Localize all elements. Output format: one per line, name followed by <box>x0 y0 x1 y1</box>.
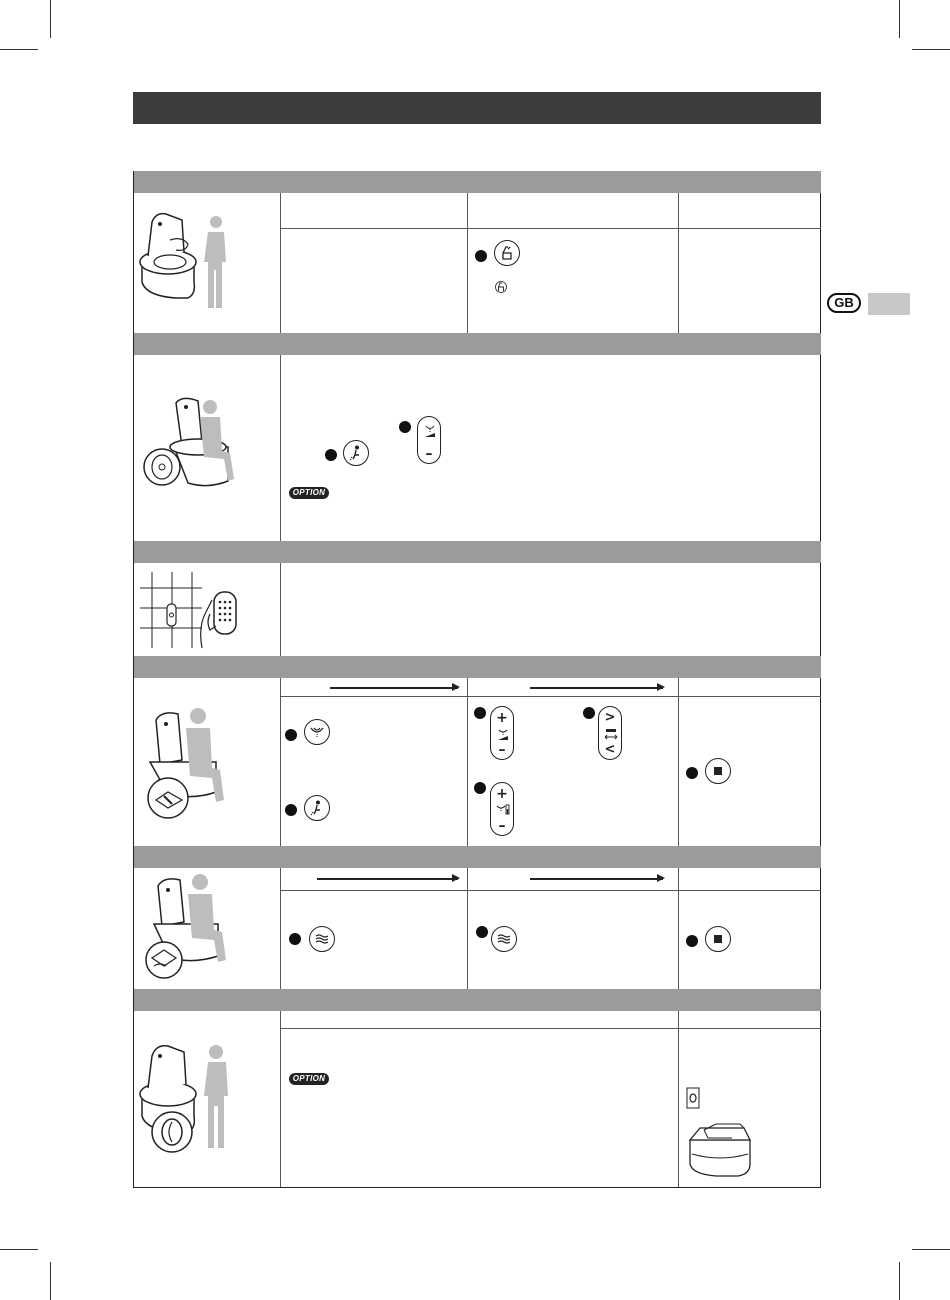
plus-label: + <box>496 786 508 802</box>
step-marker <box>285 729 297 741</box>
s5-col-divider-a <box>467 868 468 989</box>
minus-label: – <box>498 742 506 758</box>
toilet-person-sitting-illustration <box>138 395 278 500</box>
s1-col-divider-b <box>678 193 679 333</box>
intensity-plus-minus-control[interactable] <box>490 706 514 760</box>
dryer-button[interactable] <box>491 926 517 952</box>
step-marker <box>476 926 488 938</box>
stop-button[interactable] <box>705 926 731 952</box>
language-tab <box>868 293 910 315</box>
wall-remote-control-illustration <box>140 570 250 650</box>
less-label: < <box>604 742 616 757</box>
stop-button[interactable] <box>705 758 731 784</box>
flow-arrow <box>317 878 458 880</box>
s5-row-divider <box>280 890 821 891</box>
table-border-bottom <box>133 1187 821 1188</box>
illustration-column-divider-1 <box>280 193 281 333</box>
step-marker <box>686 767 698 779</box>
option-badge: OPTION <box>289 487 329 499</box>
flow-arrow <box>330 687 458 689</box>
lady-shower-icon <box>310 800 324 816</box>
temperature-icon <box>495 803 511 819</box>
s4-col-divider-a <box>467 678 468 846</box>
section-bar-3 <box>134 541 821 563</box>
lid-open-button[interactable] <box>494 240 520 266</box>
toilet-person-standing-illustration <box>136 200 276 320</box>
s6-col-divider <box>678 1011 679 1187</box>
crop-mark-top-left-v <box>50 0 51 38</box>
step-marker <box>475 250 487 262</box>
step-marker <box>474 782 486 794</box>
greater-label: > <box>604 710 616 725</box>
section-bar-1 <box>134 171 821 193</box>
lid-open-small-icon <box>495 280 507 299</box>
toilet-dryer-user-illustration <box>138 872 278 982</box>
crop-mark-bottom-right-h <box>912 1249 950 1250</box>
dryer-button[interactable] <box>309 926 335 952</box>
step-marker <box>474 707 486 719</box>
position-left-right-control[interactable] <box>598 706 622 760</box>
table-border-left <box>133 171 134 1188</box>
illustration-column-divider-3 <box>280 563 281 656</box>
plus-label: + <box>496 710 508 726</box>
lady-shower-button[interactable] <box>343 440 369 466</box>
dryer-icon <box>314 933 330 945</box>
crop-mark-bottom-left-h <box>0 1249 38 1250</box>
stop-icon <box>714 935 722 943</box>
stop-icon <box>714 767 722 775</box>
toilet-lid-user-illustration <box>136 1036 276 1161</box>
minus-label: – <box>425 446 433 462</box>
crop-mark-bottom-left-v <box>50 1262 51 1300</box>
toilet-unit-illustration <box>686 1120 756 1180</box>
rear-shower-icon <box>309 725 325 739</box>
language-badge: GB <box>827 293 861 313</box>
table-border-right <box>820 171 821 1188</box>
s1-col-divider-a <box>467 193 468 333</box>
section-bar-2 <box>134 333 821 355</box>
intensity-plus-minus-control[interactable] <box>417 416 441 464</box>
s4-col-divider-b <box>678 678 679 846</box>
step-marker <box>325 449 337 461</box>
step-marker <box>289 933 301 945</box>
illustration-column-divider-5 <box>280 868 281 989</box>
wall-switch-icon <box>686 1087 700 1109</box>
illustration-column-divider-2 <box>280 355 281 541</box>
step-marker <box>285 804 297 816</box>
toilet-shower-user-illustration <box>138 700 278 820</box>
temperature-plus-minus-control[interactable] <box>490 782 514 836</box>
section-bar-4 <box>134 656 821 678</box>
option-badge: OPTION <box>289 1073 329 1085</box>
crop-mark-top-right-v <box>899 0 900 38</box>
flow-arrow <box>530 878 663 880</box>
step-marker <box>399 421 411 433</box>
lid-open-icon <box>500 245 514 261</box>
step-marker <box>686 935 698 947</box>
step-marker <box>583 707 595 719</box>
s1-row-divider <box>280 228 821 229</box>
s6-row-divider <box>280 1028 821 1029</box>
crop-mark-bottom-right-v <box>899 1262 900 1300</box>
lady-shower-icon <box>349 445 363 461</box>
rear-shower-button[interactable] <box>304 719 330 745</box>
dryer-icon <box>496 933 512 945</box>
position-icon <box>603 727 619 741</box>
crop-mark-top-left-h <box>0 49 38 50</box>
intensity-icon <box>495 727 511 743</box>
section-bar-5 <box>134 846 821 868</box>
illustration-column-divider-4 <box>280 678 281 846</box>
crop-mark-top-right-h <box>912 49 950 50</box>
illustration-column-divider-6 <box>280 1011 281 1187</box>
intensity-icon <box>422 423 438 439</box>
section-bar-6 <box>134 989 821 1011</box>
s5-col-divider-b <box>678 868 679 989</box>
lady-shower-button[interactable] <box>304 795 330 821</box>
flow-arrow <box>530 687 663 689</box>
minus-label: – <box>498 818 506 834</box>
page-title-bar <box>133 92 821 124</box>
s4-row-divider <box>280 696 821 697</box>
